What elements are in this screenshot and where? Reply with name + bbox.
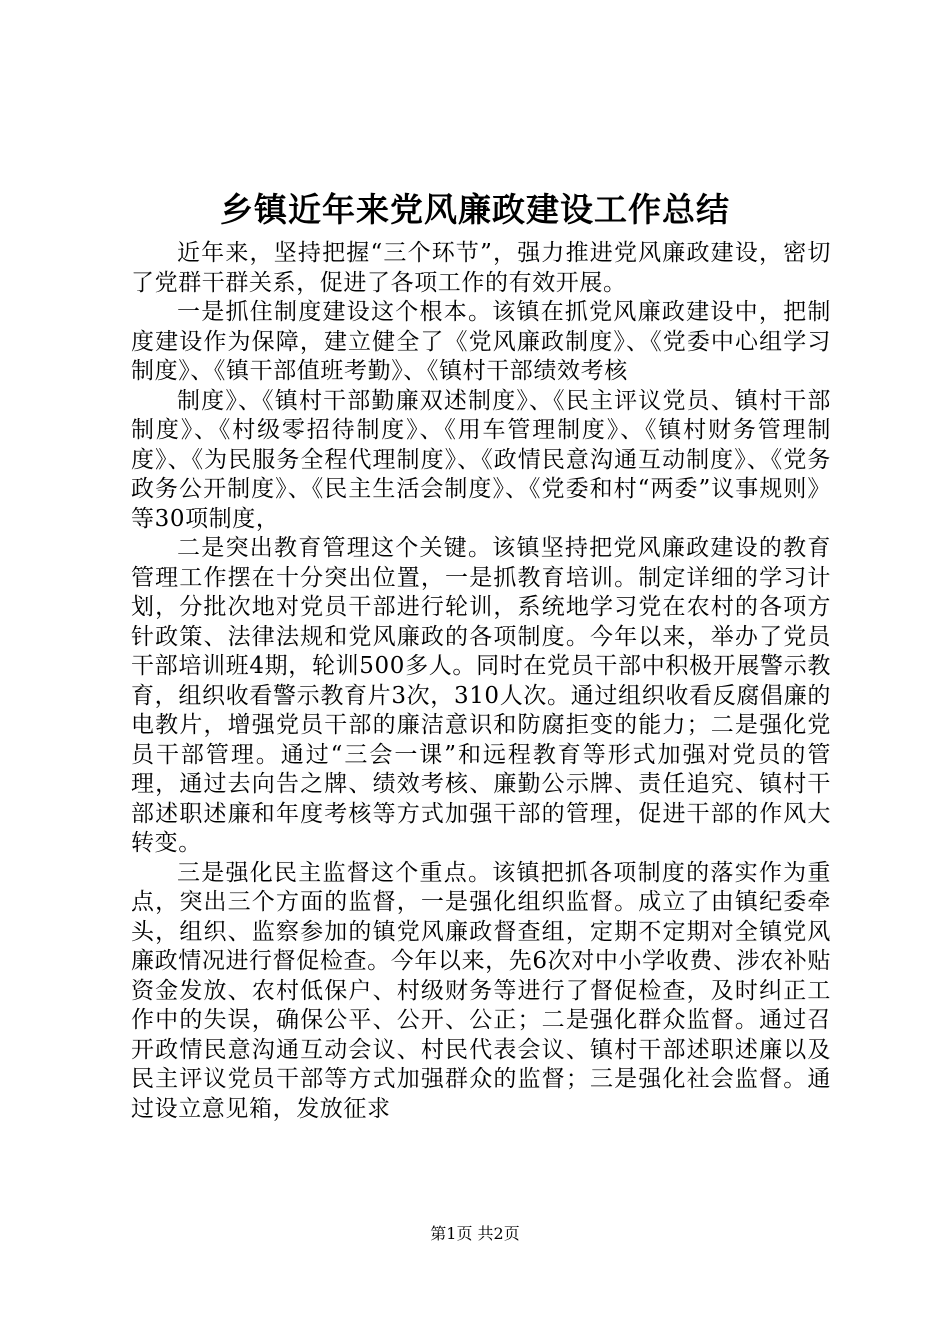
document-title: 乡镇近年来党风廉政建设工作总结 bbox=[220, 190, 730, 229]
paragraph-education-management: 二是突出教育管理这个关键。该镇坚持把党风廉政建设的教育管理工作摆在十分突出位置，一是抓教育培训。制定详细的学习计划，分批次地对党员干部进行轮训，系统地学习党在农村的各项方针政策、法律法规和党风廉政的各项制度。今年以来，举办了党员干部培训班4期，轮训500多人。同时在党员干部中积极开展警示教育，组织收看警示教育片3次，310人次。通过组织收看反腐倡廉的电教片，增强党员干部的廉洁意识和防腐拒变的能力；二是强化党员干部管理。通过“三会一课”和远程教育等形式加强对党员的管理，通过去向告之牌、绩效考核、廉勤公示牌、责任追究、镇村干部述职述廉和年度考核等方式加强干部的管理，促进干部的作风大转变。 bbox=[131, 535, 831, 856]
paragraph-intro: 近年来，坚持把握“三个环节”，强力推进党风廉政建设，密切了党群干群关系，促进了各项工作的有效开展。 bbox=[131, 240, 831, 296]
paragraph-system-list: 制度》、《镇村干部勤廉双述制度》、《民主评议党员、镇村干部制度》、《村级零招待制度》、《用车管理制度》、《镇村财务管理制度》、《为民服务全程代理制度》、《政情民意沟通互动制度》、《党务政务公开制度》、《民主生活会制度》、《党委和村“两委”议事规则》等30项制度， bbox=[131, 387, 831, 532]
paragraph-system-building: 一是抓住制度建设这个根本。该镇在抓党风廉政建设中，把制度建设作为保障，建立健全了《党风廉政制度》、《党委中心组学习制度》、《镇干部值班考勤》、《镇村干部绩效考核 bbox=[131, 299, 831, 384]
document-body bbox=[131, 239, 831, 1124]
page-number-footer: 第1页 共2页 bbox=[430, 1224, 520, 1243]
paragraph-democratic-supervision: 三是强化民主监督这个重点。该镇把抓各项制度的落实作为重点，突出三个方面的监督，一是强化组织监督。成立了由镇纪委牵头，组织、监察参加的镇党风廉政督查组，定期不定期对全镇党风廉政情况进行督促检查。今年以来，先6次对中小学收费、涉农补贴资金发放、农村低保户、村级财务等进行了督促检查，及时纠正工作中的失误，确保公平、公开、公正；二是强化群众监督。通过召开政情民意沟通互动会议、村民代表会议、镇村干部述职述廉以及民主评议党员干部等方式加强群众的监督；三是强化社会监督。通过设立意见箱，发放征求 bbox=[131, 859, 831, 1122]
